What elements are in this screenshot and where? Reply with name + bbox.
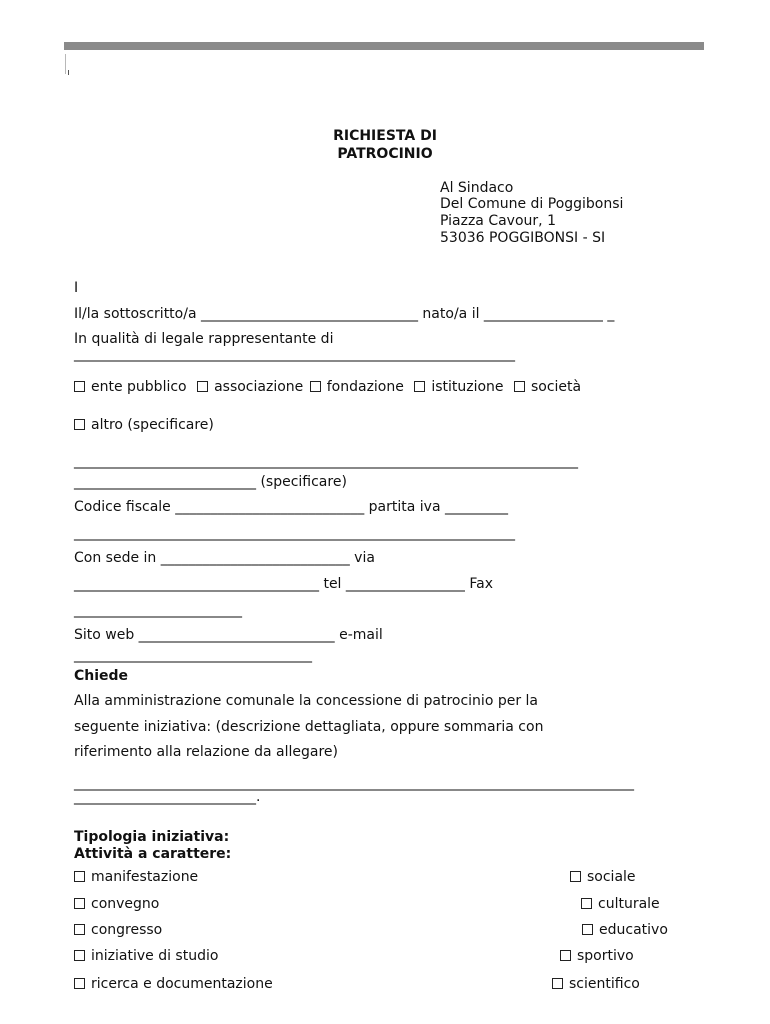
checkbox-sportivo[interactable] (560, 950, 571, 961)
carattere-option-scientifico[interactable]: scientifico (552, 976, 640, 993)
associazione-option[interactable]: associazione (197, 379, 303, 395)
margin-marker (65, 54, 66, 74)
checkbox-istituzione[interactable] (414, 381, 425, 392)
carattere-option-sportivo[interactable]: sportivo (560, 948, 634, 965)
societa-option[interactable]: società (514, 379, 581, 395)
altro-label: altro (specificare) (91, 417, 214, 433)
carattere-option-educativo[interactable]: educativo (582, 922, 668, 939)
tipologia-option-congresso[interactable]: congresso (74, 922, 162, 939)
tipologia-option-ricerca[interactable]: ricerca e documentazione (74, 976, 273, 993)
checkbox-convegno[interactable] (74, 898, 85, 909)
document-title-line1: RICHIESTA DI (333, 128, 437, 144)
stray-letter: I (74, 280, 79, 296)
document-title-line2: PATROCINIO (337, 146, 433, 162)
address-line-4: 53036 POGGIBONSI - SI (440, 230, 606, 246)
descrizione-blank-2: __________________________. (74, 789, 261, 805)
ente-options-row (74, 379, 581, 396)
descrizione-line-1: Alla amministrazione comunale la concessione di patrocinio per la (74, 693, 539, 709)
ente-pubblico-option[interactable]: ente pubblico (74, 379, 187, 395)
tipologia-option-convegno[interactable]: convegno (74, 896, 159, 913)
checkbox-scientifico[interactable] (552, 978, 563, 989)
attivita-heading: Attività a carattere: (74, 846, 232, 862)
descrizione-line-3: riferimento alla relazione da allegare) (74, 744, 338, 760)
codice-blank: _______________________________________________________________ (74, 525, 515, 541)
checkbox-associazione[interactable] (197, 381, 208, 392)
istituzione-option[interactable]: istituzione (414, 379, 503, 395)
qualita-line: In qualità di legale rappresentante di (74, 331, 334, 347)
sede-line: Con sede in ___________________________ via (74, 550, 375, 566)
checkbox-societa[interactable] (514, 381, 525, 392)
checkbox-culturale[interactable] (581, 898, 592, 909)
sottoscritto-line: Il/la sottoscritto/a _______________________________ nato/a il _________________ _ (74, 306, 615, 322)
address-line-3: Piazza Cavour, 1 (440, 213, 556, 229)
fax-blank: ________________________ (74, 602, 242, 618)
carattere-option-sociale[interactable]: sociale (570, 869, 636, 886)
checkbox-congresso[interactable] (74, 924, 85, 935)
tipologia-option-manifestazione[interactable]: manifestazione (74, 869, 198, 886)
margin-dot (68, 70, 69, 75)
altro-blank: ________________________________________________________________________ (74, 453, 578, 469)
tipologia-heading: Tipologia iniziativa: (74, 829, 230, 845)
carattere-option-culturale[interactable]: culturale (581, 896, 660, 913)
address-line-1: Al Sindaco (440, 180, 514, 196)
via-tel-line: ___________________________________ tel _________________ Fax (74, 576, 493, 592)
checkbox-altro[interactable] (74, 419, 85, 430)
checkbox-ente-pubblico[interactable] (74, 381, 85, 392)
checkbox-educativo[interactable] (582, 924, 593, 935)
codice-fiscale-line: Codice fiscale ___________________________ partita iva _________ (74, 499, 508, 515)
sito-web-line: Sito web ____________________________ e-mail (74, 627, 383, 643)
qualita-blank: _______________________________________________________________ (74, 346, 515, 362)
email-blank: __________________________________ (74, 647, 312, 663)
specificare-line: __________________________ (specificare) (74, 474, 347, 490)
header-rule (64, 42, 704, 50)
checkbox-ricerca[interactable] (74, 978, 85, 989)
address-line-2: Del Comune di Poggibonsi (440, 196, 624, 212)
fondazione-option[interactable]: fondazione (310, 379, 404, 395)
descrizione-blank-1: ________________________________________________________________________________ (74, 775, 634, 791)
altro-option[interactable] (74, 417, 214, 434)
checkbox-fondazione[interactable] (310, 381, 321, 392)
chiede-heading: Chiede (74, 668, 129, 684)
checkbox-manifestazione[interactable] (74, 871, 85, 882)
tipologia-option-iniziative-di-studio[interactable]: iniziative di studio (74, 948, 218, 965)
checkbox-iniziative-di-studio[interactable] (74, 950, 85, 961)
checkbox-sociale[interactable] (570, 871, 581, 882)
descrizione-line-2: seguente iniziativa: (descrizione dettagliata, oppure sommaria con (74, 719, 544, 735)
